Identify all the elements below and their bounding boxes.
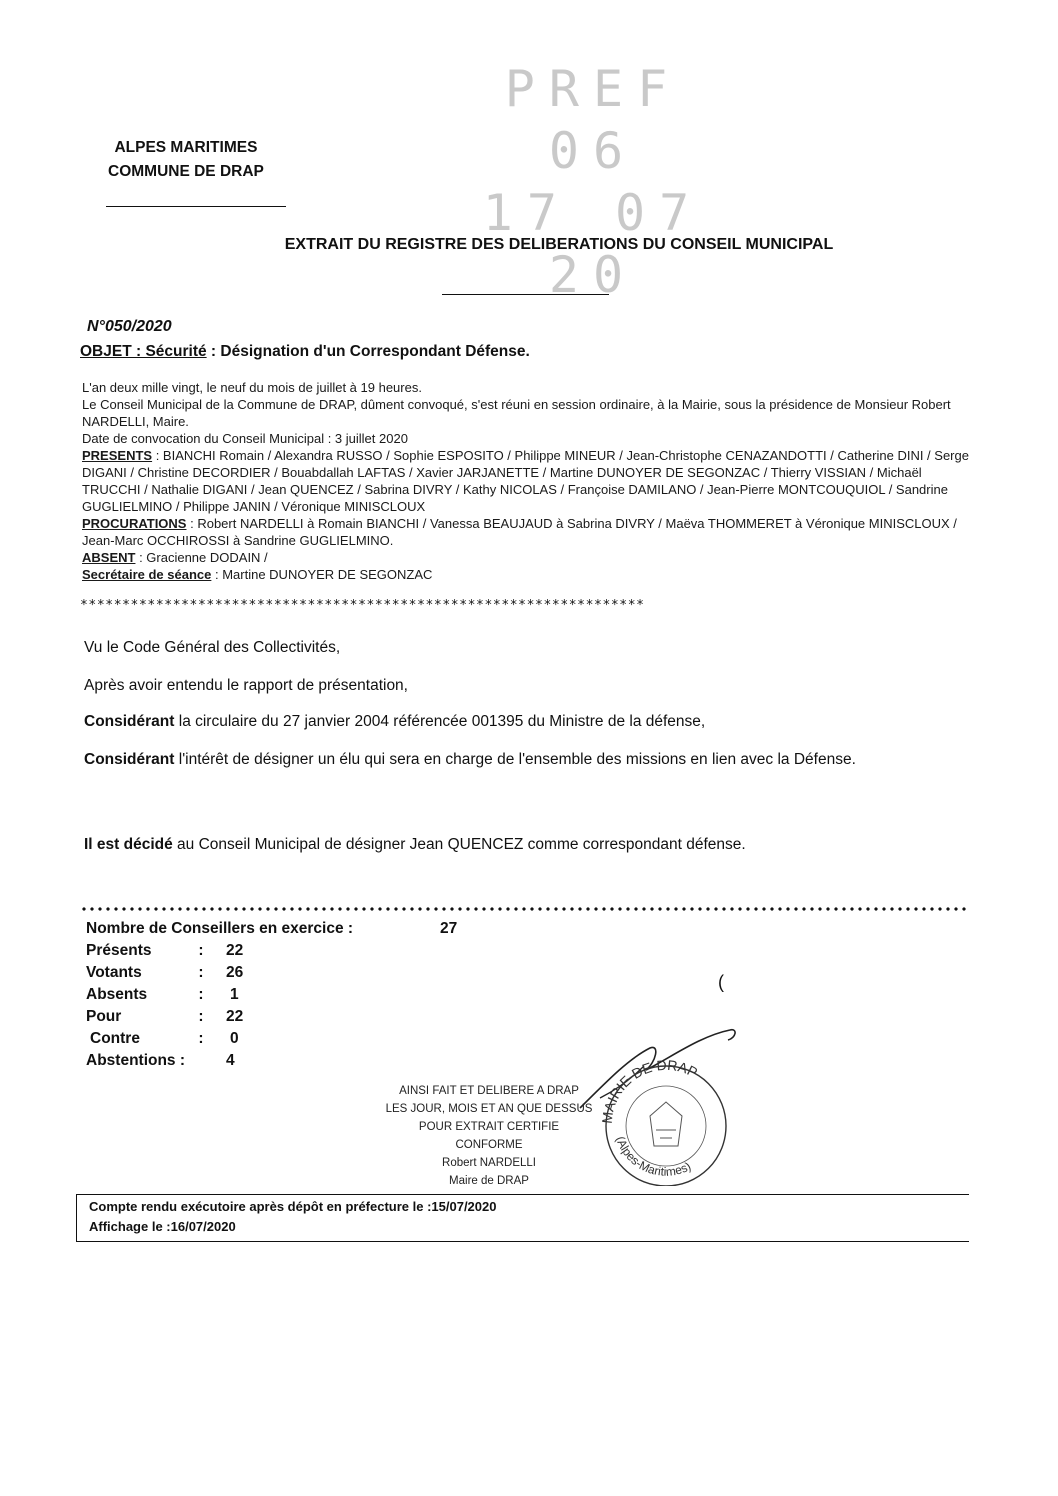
sig-line-2: LES JOUR, MOIS ET AN QUE DESSUS [385, 1103, 593, 1115]
secretaire-label: Secrétaire de séance [82, 567, 212, 582]
absent-text: : Gracienne DODAIN / [135, 550, 268, 565]
apres-line: Après avoir entendu le rapport de présentation, [84, 677, 408, 694]
considerant-1-text: la circulaire du 27 janvier 2004 référencée 001395 du Ministre de la défense, [174, 713, 706, 730]
sig-line-1: AINSI FAIT ET DELIBERE A DRAP [399, 1085, 579, 1097]
title-rule [442, 294, 609, 295]
vote-header-label: Nombre de Conseillers en exercice : [86, 920, 354, 937]
considerant-2-text: l'intérêt de désigner un élu qui sera en charge de l'ensemble des missions en lien avec la Défense. [174, 751, 856, 768]
commune-name: COMMUNE DE DRAP [108, 163, 264, 180]
procurations [82, 515, 972, 549]
sig-line-3: POUR EXTRAIT CERTIFIE CONFORME [418, 1121, 560, 1151]
vu-line: Vu le Code Général des Collectivités, [84, 639, 341, 656]
objet-line [80, 343, 530, 361]
decision-label: Il est décidé [84, 836, 173, 853]
vote-row [86, 1028, 457, 1050]
vote-value: 0 [230, 1030, 239, 1047]
intro-line-1: L'an deux mille vingt, le neuf du mois de juillet à 19 heures. [82, 380, 422, 395]
absent-label: ABSENT [82, 550, 136, 565]
presents-label: PRESENTS [82, 448, 153, 463]
deliberation-number: N°050/2020 [87, 318, 172, 335]
document-title: EXTRAIT DU REGISTRE DES DELIBERATIONS DU CONSEIL MUNICIPAL [284, 236, 834, 253]
objet-label: OBJET : Sécurité [80, 343, 207, 360]
vote-sep: : [198, 942, 204, 959]
vote-label: Contre [90, 1030, 140, 1047]
objet-text: Désignation d'un Correspondant Défense. [220, 343, 530, 360]
presents-text: : BIANCHI Romain / Alexandra RUSSO / Sophie ESPOSITO / Philippe MINEUR / Jean-Christophe CENAZANDOTTI / Catherine DINI / Serge DIGANI / Christine DECORDIER / Bouabdallah LAFTAS / Xavier JARJANETTE / Martine DUNOYER DE SEGONZAC / Thierry VISSIAN / Michaël TRUCCHI / Nathalie DIGANI / Jean QUENCEZ / Sabrina DIVRY / Kathy NICOLAS / Françoise DAMILANO / Jean-Pierre MONTCOUQUIOL / Sandrine GUGLIELMINO / Philippe JANIN / Véronique MINISCLOUX [82, 448, 969, 514]
footer-box [76, 1194, 969, 1242]
stamp-line-2: 17 07 20 [482, 184, 704, 304]
vote-value: 4 [226, 1052, 235, 1069]
sig-line-4: Robert NARDELLI [442, 1157, 536, 1169]
vote-label: Abstentions : [86, 1052, 186, 1069]
vote-row [86, 984, 457, 1006]
stamp-line-1: PREF 06 [504, 60, 682, 180]
intro-block [82, 379, 972, 583]
vote-header-value: 27 [440, 920, 458, 937]
margin-mark: ( [718, 972, 724, 992]
vote-label: Absents [86, 986, 148, 1003]
vote-sep: : [198, 1030, 204, 1047]
vote-label: Pour [86, 1008, 122, 1025]
secretaire [82, 566, 972, 583]
vote-value: 1 [230, 986, 239, 1003]
decision [84, 833, 964, 857]
seal-text-bottom: (Alpes-Maritimes) [613, 1134, 694, 1179]
header-rule [106, 206, 286, 207]
region-name: ALPES MARITIMES [114, 139, 258, 156]
procurations-text: : Robert NARDELLI à Romain BIANCHI / Vanessa BEAUJAUD à Sabrina DIVRY / Maëva THOMMERET à Véronique MINISCLOUX / Jean-Marc OCCHIROSSI à Sandrine GUGLIELMINO. [82, 516, 957, 548]
vote-value: 22 [226, 942, 244, 959]
absent [82, 549, 972, 566]
vote-value: 22 [226, 1008, 244, 1025]
footer-executoire: Compte rendu exécutoire après dépôt en préfecture le :15/07/2020 [89, 1199, 497, 1214]
objet-sep: : [206, 343, 221, 360]
vote-row [86, 1050, 457, 1072]
intro-line-2: Le Conseil Municipal de la Commune de DRAP, dûment convoqué, s'est réuni en session ordinaire, à la Mairie, sous la présidence de Monsieur Robert NARDELLI, Maire. [82, 397, 951, 429]
vote-header [86, 918, 457, 940]
star-separator: ******************************************************************* [80, 598, 645, 613]
vote-sep: : [198, 964, 204, 981]
vote-label: Présents [86, 942, 152, 959]
considerant-1-label: Considérant [84, 713, 175, 730]
seal-text-top: MAIRIE DE DRAP [598, 1056, 701, 1125]
prefecture-stamp [468, 58, 718, 304]
mairie-seal [590, 1046, 740, 1186]
vote-value: 26 [226, 964, 244, 981]
dotted-separator [80, 906, 968, 912]
intro-line-3: Date de convocation du Conseil Municipal : 3 juillet 2020 [82, 431, 408, 446]
vote-row [86, 940, 457, 962]
sig-line-5: Maire de DRAP [449, 1175, 529, 1187]
vote-label: Votants [86, 964, 142, 981]
vote-table [86, 918, 457, 1072]
considerant-2 [84, 748, 968, 772]
footer-affichage: Affichage le :16/07/2020 [89, 1219, 236, 1234]
decision-text: au Conseil Municipal de désigner Jean QUENCEZ comme correspondant défense. [172, 836, 746, 853]
vote-sep: : [198, 1008, 204, 1025]
procurations-label: PROCURATIONS [82, 516, 187, 531]
presents [82, 447, 972, 515]
considerant-1 [84, 710, 964, 734]
secretaire-text: : Martine DUNOYER DE SEGONZAC [211, 567, 433, 582]
considerant-2-label: Considérant [84, 751, 175, 768]
document-header [108, 136, 264, 184]
vote-row [86, 1006, 457, 1028]
vote-row [86, 962, 457, 984]
vote-sep: : [198, 986, 204, 1003]
